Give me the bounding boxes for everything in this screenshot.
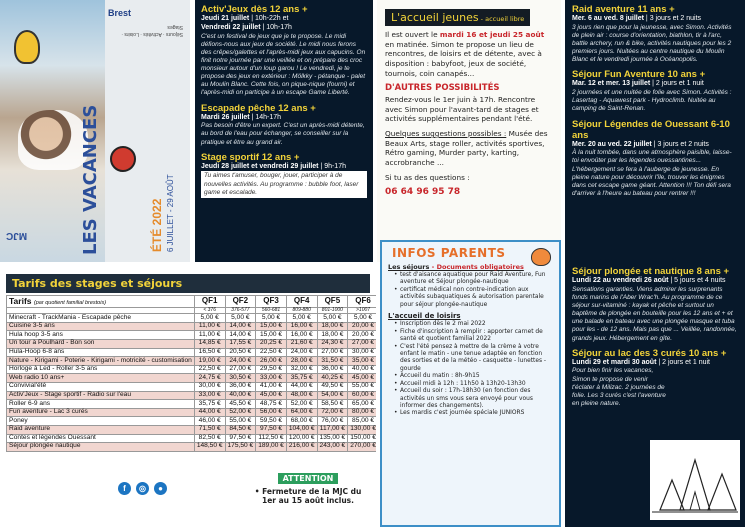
table-cell: 17,55 €: [225, 340, 256, 349]
table-cell: 45,50 €: [225, 400, 256, 409]
table-cell: 40,00 €: [225, 391, 256, 400]
list-item: • test d'aisance aquatique pour Raid Aventure, Fun aventure et Séjour plongée-nautique: [394, 272, 553, 287]
sejour-title: Séjour plongée et nautique 8 ans +: [572, 266, 730, 277]
table-cell: 5,00 €: [194, 314, 225, 323]
table-cell: 16,50 €: [194, 348, 225, 357]
table-cell: 40,25 €: [317, 374, 348, 383]
sejour-title: Séjour Légendes de Ouessant 6-10 ans: [572, 118, 730, 141]
table-cell: 809-880: [286, 308, 317, 314]
cover-year: ÉTÉ 2022: [150, 198, 164, 252]
sejour-dates: Mer. 20 au ved. 22 juillet | 3 jours et 2 nuits: [572, 140, 709, 148]
table-cell: 20,00 €: [348, 322, 376, 331]
accueil-jeunes-panel: [377, 0, 561, 262]
attention-box: [248, 466, 368, 522]
table-row-label: Séjour plongée nautique: [7, 443, 195, 452]
table-row: [7, 340, 377, 349]
table-cell: 32,00 €: [286, 365, 317, 374]
table-cell: 49,50 €: [317, 383, 348, 392]
fox-icon: [531, 248, 551, 266]
table-row: [7, 314, 377, 323]
table-row-label: Contes et légendes Ouessant: [7, 434, 195, 443]
instagram-icon[interactable]: ◎: [136, 482, 149, 495]
activity-block: [201, 4, 367, 98]
table-row: [7, 425, 377, 434]
table-cell: 22,50 €: [256, 348, 287, 357]
children-image: [18, 110, 88, 170]
table-cell: >1007: [348, 308, 376, 314]
table-cell: 130,00 €: [348, 425, 376, 434]
table-cell: 135,00 €: [317, 434, 348, 443]
table-cell: 71,50 €: [194, 425, 225, 434]
table-cell: 31,50 €: [317, 357, 348, 366]
activity-block: [201, 103, 367, 147]
website-icon[interactable]: ●: [154, 482, 167, 495]
sejour-description: Pour bien finir les vacances, Simon te propose de venir t'éclater à Milizac. 2 journées de folie. Les 3 curés c'est l'aventure en pleine nature.: [572, 367, 666, 407]
table-cell: 68,00 €: [286, 417, 317, 426]
table-cell: 59,50 €: [256, 417, 287, 426]
table-cell: 85,00 €: [348, 417, 376, 426]
sejour-dates: Lundi 29 et mardi 30 août | 2 jours et 1 nuit: [572, 358, 710, 366]
activity-title: Stage sportif 12 ans +: [201, 151, 300, 163]
table-cell: 24,75 €: [194, 374, 225, 383]
table-header-row: [7, 296, 377, 308]
attention-label: ATTENTION: [278, 473, 339, 484]
facebook-icon[interactable]: f: [118, 482, 131, 495]
table-cell: 80,00 €: [348, 408, 376, 417]
jeunes-intro: Il est ouvert le mardi 16 et jeudi 25 août en matinée. Simon te propose un lieu de rencontres, de loisirs et de détente, avec à disposition : babyfoot, jeux de société, tournois, coin canapés...: [385, 30, 545, 78]
table-cell: 26,00 €: [256, 357, 287, 366]
sejour-description: 3 jours rien que pour la jeunesse, avec Simon. Activités de plein air : course d'orientation, biathlon, tir à l'arc, battle archery, run & bike, activités nautiques pour les 2 premiers jours. Nuitées au centre nautique du Moulin Blanc et le vendredi journée à Océanopolis.: [572, 23, 732, 64]
table-row: [7, 408, 377, 417]
activity-dates: Jeudi 28 juillet et vendredi 29 juillet | 9h-17h: [201, 162, 346, 170]
table-cell: 112,50 €: [256, 434, 287, 443]
activity-dates: Vendredi 22 juillet | 10h-17h: [201, 23, 292, 31]
activity-description: Pas besoin d'être un expert. C'est un après-midi détente, au bord de l'eau pour échanger, se conseiller sur la pratique et être au grand air.: [201, 122, 365, 146]
pirate-icon: [110, 146, 136, 172]
table-row-label: Hula-Hoop 6-8 ans: [7, 348, 195, 357]
attention-text: • Fermeture de la MJC du 1er au 15 août inclus.: [254, 487, 362, 506]
cover-tagline: Séjours · Activités · Loisirs · Stages: [121, 24, 183, 37]
table-cell: 35,00 €: [348, 357, 376, 366]
social-icons: [118, 482, 178, 496]
table-cell: 175,50 €: [225, 443, 256, 452]
table-cell: 45,00 €: [256, 391, 287, 400]
table-cell: 41,00 €: [256, 383, 287, 392]
table-row-label: Roller 6-9 ans: [7, 400, 195, 409]
table-cell: 14,85 €: [194, 340, 225, 349]
tarifs-section: [0, 270, 376, 527]
sejour-block: [572, 347, 727, 408]
table-row-label: Cuisine 3-5 ans: [7, 322, 195, 331]
sejour-title: Séjour au lac des 3 curés 10 ans +: [572, 347, 727, 359]
table-cell: 97,50 €: [225, 434, 256, 443]
table-cell: 44,00 €: [286, 383, 317, 392]
jeunes-suggestions: Quelques suggestions possibles : Musée des Beaux Arts, stage roller, activités sportives, Rétro gaming, Murder party, karting, accrobranche ...: [385, 129, 548, 167]
table-cell: 56,00 €: [256, 408, 287, 417]
table-cell: 54,00 €: [317, 391, 348, 400]
table-row-label: Raid aventure: [7, 425, 195, 434]
list-item: • C'est l'été pensez à mettre de la crème à votre enfant le matin - une tenue adaptée en fonction des sorties et de la météo - casquette - lunettes - gourde: [394, 344, 553, 374]
list-item: • Les mardis c'est journée spéciale JUNIORS: [394, 410, 553, 417]
infos-parents-panel: [380, 240, 561, 527]
table-row: [7, 357, 377, 366]
table-cell: 44,00 €: [194, 408, 225, 417]
sejour-title: Raid aventure 11 ans +: [572, 4, 675, 15]
table-cell: 28,00 €: [286, 357, 317, 366]
table-row-label: Hula hoop 3-5 ans: [7, 331, 195, 340]
table-cell: 27,00 €: [317, 348, 348, 357]
table-cell: 84,50 €: [225, 425, 256, 434]
cover-title: LES VACANCES: [80, 104, 101, 255]
table-row: [7, 331, 377, 340]
table-row: [7, 400, 377, 409]
activity-description: C'est un festival de jeux que je te propose. Le midi défions-nous aux jeux de société. Le midi nous ferons des crêpes/galettes et l'après-midi jeux aux capucins. On finit notre journée par une veillée et on prépare des croc monsieur autour d'un loup garou ! Le vendredi, je te propose des jeux en extérieur : Mölkky - pétanque - palet au Moulin Blanc. Cette fois, on pique-nique (fourni) et l'après-midi on participe à un escape Game Liberté.: [201, 32, 366, 97]
table-cell: 24,30 €: [317, 340, 348, 349]
table-row-label: Activ'Jeux - Stage sportif - Radio sur l'eau: [7, 391, 195, 400]
list-item: • Inscription dès le 2 mai 2022: [394, 321, 553, 328]
table-cell: 20,00 €: [348, 331, 376, 340]
table-cell: 29,50 €: [256, 365, 287, 374]
sejour-block: [572, 69, 738, 113]
table-cell: 21,60 €: [286, 340, 317, 349]
table-cell: 22,50 €: [194, 365, 225, 374]
table-column-header: QF6: [348, 296, 376, 308]
table-row-label: Poney: [7, 417, 195, 426]
table-cell: 801-1000: [317, 308, 348, 314]
table-row: [7, 417, 377, 426]
table-cell: 30,00 €: [194, 383, 225, 392]
table-row-label: Convivial'été: [7, 383, 195, 392]
table-cell: 48,75 €: [256, 400, 287, 409]
activity-dates: Jeudi 21 juillet | 10h-22h et: [201, 15, 289, 22]
table-cell: 58,50 €: [317, 400, 348, 409]
table-cell: < 376: [194, 308, 225, 314]
tarifs-body: [7, 314, 377, 452]
activity-dates: Mardi 26 juillet | 14h-17h: [201, 113, 282, 121]
table-cell: 30,50 €: [225, 374, 256, 383]
activity-title: Escapade pêche 12 ans +: [201, 102, 316, 114]
table-cell: 117,00 €: [317, 425, 348, 434]
table-cell: 45,00 €: [348, 374, 376, 383]
table-cell: 36,00 €: [225, 383, 256, 392]
list-item: • certificat médical non contre-indication aux activités subaquatiques & autorisation parentale pour séjour plongée-nautique: [394, 287, 553, 309]
table-cell: 60,00 €: [348, 391, 376, 400]
jeunes-questions: Si tu as des questions :: [385, 172, 470, 182]
table-cell: 148,50 €: [194, 443, 225, 452]
table-cell: 30,00 €: [348, 348, 376, 357]
table-cell: 15,00 €: [256, 322, 287, 331]
table-cell: 18,00 €: [317, 322, 348, 331]
sejour-block: [572, 4, 738, 64]
table-cell: 82,50 €: [194, 434, 225, 443]
activity-title: Activ'Jeux dès 12 ans +: [201, 4, 308, 15]
table-cell: 104,00 €: [286, 425, 317, 434]
sejour-block: [572, 266, 738, 343]
table-cell: 16,00 €: [286, 331, 317, 340]
infos-heading-sejours: Les séjours - Documents obligatoires: [388, 263, 524, 271]
table-cell: 35,75 €: [194, 400, 225, 409]
activities-column: [195, 0, 373, 262]
table-cell: 64,00 €: [286, 408, 317, 417]
table-column-header: QF3: [256, 296, 287, 308]
table-cell: 55,00 €: [348, 383, 376, 392]
table-cell: 65,00 €: [348, 400, 376, 409]
table-cell: 5,00 €: [256, 314, 287, 323]
sejour-dates: Mar. 12 et mer. 13 juillet | 2 jours et 1 nuit: [572, 80, 704, 88]
tarifs-table: [6, 295, 376, 452]
sejour-dates: Mer. 6 au ved. 8 juillet | 3 jours et 2 nuits: [572, 15, 702, 22]
jeunes-subheading: D'AUTRES POSSIBILITÉS: [385, 83, 500, 94]
table-column-header: QF2: [225, 296, 256, 308]
table-cell: 97,50 €: [256, 425, 287, 434]
accueil-list: [394, 321, 553, 418]
table-cell: 76,00 €: [317, 417, 348, 426]
table-cell: 72,00 €: [317, 408, 348, 417]
table-cell: 24,00 €: [225, 357, 256, 366]
table-row-label: Un tour à Poulhard - Bon son: [7, 340, 195, 349]
table-cell: 36,00 €: [317, 365, 348, 374]
infos-heading-accueil: L'accueil de loisirs: [388, 312, 461, 321]
table-cell: 33,00 €: [256, 374, 287, 383]
infos-title: INFOS PARENTS: [392, 246, 506, 260]
table-cell: 5,00 €: [348, 314, 376, 323]
table-row: [7, 374, 377, 383]
table-cell: 189,00 €: [256, 443, 287, 452]
table-cell: 560-681: [256, 308, 287, 314]
mascot-icon: [14, 30, 40, 64]
table-cell: 11,00 €: [194, 331, 225, 340]
table-row: [7, 383, 377, 392]
jeunes-rendezvous: Rendez-vous le 1er juin à 17h. Rencontre avec Simon pour l'avant-tard de stages et activités supplémentaires pendant l'été.: [385, 95, 539, 124]
table-cell: 243,00 €: [317, 443, 348, 452]
table-cell: 120,00 €: [286, 434, 317, 443]
cover-dates: 6 JUILLET - 29 AOÛT: [166, 174, 175, 252]
table-row-label: Horloge à Led - Roller 3-5 ans: [7, 365, 195, 374]
tarifs-header: Tarifs des stages et séjours: [6, 274, 370, 293]
activity-description: Tu aimes t'amuser, bouger, jouer, participer à de nouvelles activités. Au programme : bubble foot, laser game et escalade.: [201, 171, 367, 197]
table-column-header: QF1: [194, 296, 225, 308]
sejour-title: Séjour Fun Aventure 10 ans +: [572, 69, 706, 81]
table-cell: 11,00 €: [194, 322, 225, 331]
table-cell: 16,00 €: [286, 322, 317, 331]
sejours-docs-list: [394, 272, 553, 309]
table-cell: 14,00 €: [225, 322, 256, 331]
table-cell: 20,25 €: [256, 340, 287, 349]
table-cell: 19,00 €: [194, 357, 225, 366]
table-cell: 270,00 €: [348, 443, 376, 452]
jeunes-phone[interactable]: 06 64 96 95 78: [385, 187, 461, 198]
sejour-block: [572, 119, 738, 199]
table-row-label: Web radio 10 ans+: [7, 374, 195, 383]
table-cell: 18,00 €: [317, 331, 348, 340]
table-cell: 27,00 €: [348, 340, 376, 349]
mjc-logo: MJC: [6, 230, 28, 241]
table-cell: 216,00 €: [286, 443, 317, 452]
table-cell: 35,75 €: [286, 374, 317, 383]
table-cell: 15,00 €: [256, 331, 287, 340]
brand-logo: Brest: [108, 8, 132, 18]
sejours-column-top: [565, 0, 745, 262]
table-row: [7, 443, 377, 452]
cover-panel: [0, 0, 190, 262]
table-cell: 27,00 €: [225, 365, 256, 374]
table-cell: 5,00 €: [286, 314, 317, 323]
table-row: [7, 365, 377, 374]
table-cell: 52,00 €: [286, 400, 317, 409]
table-cell: 20,50 €: [225, 348, 256, 357]
sejour-description: À la nuit tombée, dans une atmosphère paisible, laisse-toi envoûter par les légendes ouessantines... L'hébergement se fera à l'auberge de jeunesse. En pleine nature pour découvrir l'île, trouver les énigmes dans cet escape game géant. Attention !!! Ton défi sera d'arriver à l'heure au bateau pour rentrer !!!: [572, 149, 732, 197]
table-row: [7, 391, 377, 400]
tent-illustration: [650, 440, 740, 520]
table-row: [7, 322, 377, 331]
table-cell: 14,00 €: [225, 331, 256, 340]
table-cell: 24,00 €: [286, 348, 317, 357]
activity-block: [201, 152, 367, 198]
table-column-header: Tarifs (par quotient familial brestois): [7, 296, 195, 308]
table-row-label: Minecraft - TrackMania - Escapade pêche: [7, 314, 195, 323]
table-row-label: Fun aventure - Lac 3 curés: [7, 408, 195, 417]
table-column-header: QF5: [317, 296, 348, 308]
table-cell: 46,00 €: [194, 417, 225, 426]
table-cell: 376-577: [225, 308, 256, 314]
table-cell: 150,00 €: [348, 434, 376, 443]
table-cell: 5,00 €: [317, 314, 348, 323]
table-column-header: QF4: [286, 296, 317, 308]
list-item: • Fiche d'inscription à remplir : apporter carnet de santé et quotient familial 2022: [394, 329, 553, 344]
table-cell: 52,00 €: [225, 408, 256, 417]
list-item: • Accueil du soir : 17h-18h30 (en fonction des activités un sms vous sera envoyé pour vous informer des changements).: [394, 388, 553, 410]
table-cell: 48,00 €: [286, 391, 317, 400]
sejour-dates: Lundi 22 au vendredi 26 août | 5 jours et 4 nuits: [572, 277, 726, 284]
sejour-description: 2 journées et une nuitée de folie avec Simon. Activités : Lasertag - Aquawest park - Hydroclimb. Nuitée au camping de Saint-Renan.: [572, 89, 732, 113]
list-item: • Accueil du matin : 8h-9h15: [394, 373, 553, 380]
list-item: • Accueil midi à 12h : 11h50 à 13h20-13h30: [394, 381, 553, 388]
table-cell: 5,00 €: [225, 314, 256, 323]
table-cell: 55,00 €: [225, 417, 256, 426]
table-row: [7, 348, 377, 357]
table-cell: 40,00 €: [348, 365, 376, 374]
table-cell: 33,00 €: [194, 391, 225, 400]
table-row-label: Nature - Kirigami - Poterie - Kirigami - motricité - customisation: [7, 357, 195, 366]
table-row: [7, 434, 377, 443]
jeunes-title: L'accueil jeunes - accueil libre: [385, 9, 530, 26]
sejour-description: Sensations garanties. Viens admirer les surprenants fonds marins de l'Aber Wrac'h. Au programme de ce séjour sur-vitaminé : kayak et pêche et surtout un baptême de plongée en bouteille pour les 12 ans et + et une balade en bateau avec une plongée masque et tuba pour les - de 12 ans. Mais pas que ... Veillée, randonnée, grands jeux. Hébergement en gîte.: [572, 285, 737, 342]
